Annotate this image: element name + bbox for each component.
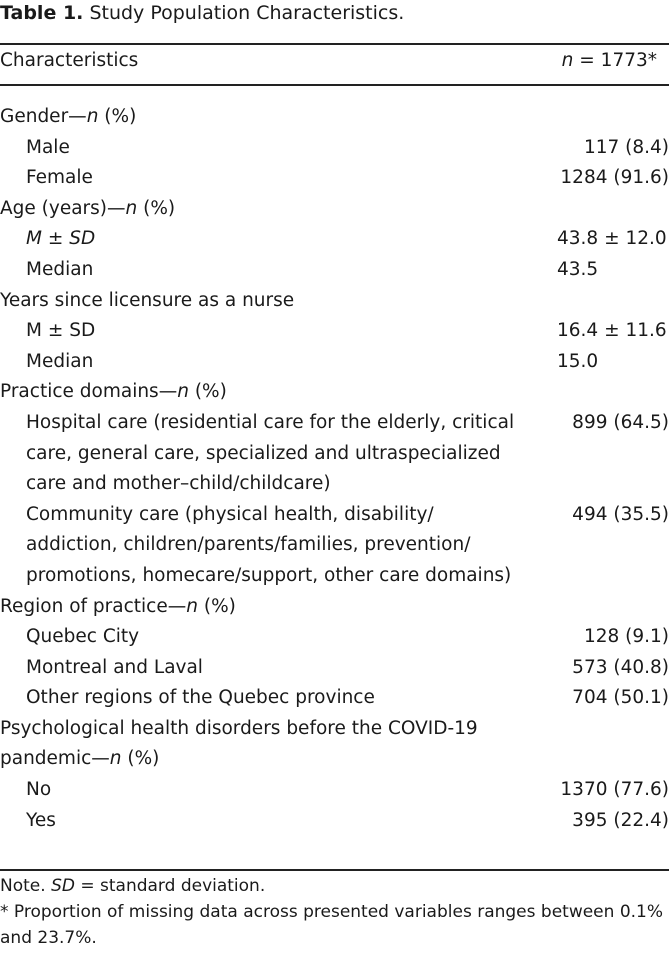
header-characteristics: Characteristics [0, 50, 139, 71]
table-row [0, 163, 669, 194]
header-n [534, 46, 669, 84]
section-label: Practice domains—n (%) [0, 381, 227, 403]
bottom-rule [0, 869, 669, 871]
section-row [0, 377, 669, 408]
table-notes [0, 873, 669, 951]
table-row [0, 347, 669, 378]
table-row [0, 775, 669, 806]
spacer [0, 84, 669, 102]
row-value: 16.4 ± 11.6 [557, 320, 667, 342]
row-value: 15.0 [557, 350, 599, 372]
row-value [534, 102, 669, 133]
row-value: 128 (9.1) [583, 626, 669, 648]
row-value [534, 592, 669, 623]
table-row [0, 653, 669, 684]
n-value: = 1773* [573, 50, 657, 71]
table-row [0, 316, 669, 347]
table-row [0, 408, 669, 500]
row-label: Quebec City [26, 626, 140, 648]
section-row [0, 592, 669, 623]
table-row [0, 500, 669, 592]
section-row [0, 194, 669, 225]
row-value: 43.5 [557, 258, 599, 280]
table-row [0, 622, 669, 653]
row-label: M ± SD [26, 228, 96, 250]
table-row [0, 806, 669, 837]
row-value [534, 286, 669, 317]
section-row [0, 102, 669, 133]
section-row [0, 714, 669, 775]
row-value: 1284 (91.6) [560, 167, 669, 189]
section-label: Region of practice—n (%) [0, 595, 236, 617]
table-row [0, 133, 669, 164]
row-label: Male [26, 136, 70, 158]
row-value: 573 (40.8) [572, 656, 669, 678]
row-label: M ± SD [26, 320, 96, 342]
row-value: 494 (35.5) [572, 503, 669, 525]
section-label: Gender—n (%) [0, 106, 137, 127]
row-value: 117 (8.4) [583, 136, 669, 158]
table-row [0, 683, 669, 714]
section-label: Psychological health disorders before the COVID-19 pandemic—n (%) [0, 717, 478, 770]
table-row [0, 255, 669, 286]
header-row [0, 46, 669, 84]
row-label: Female [26, 167, 93, 189]
row-value [534, 194, 669, 225]
table-title [0, 0, 404, 26]
row-value [534, 377, 669, 408]
row-value: 704 (50.1) [572, 687, 669, 709]
characteristics-table [0, 46, 669, 836]
row-label: Median [26, 258, 94, 280]
row-value: 395 (22.4) [572, 809, 669, 831]
row-label: Other regions of the Quebec province [26, 687, 375, 709]
row-value [534, 714, 669, 775]
row-label: Montreal and Laval [26, 656, 203, 678]
note-sd: Note. SD = standard deviation. [0, 876, 266, 896]
section-row [0, 286, 669, 317]
row-label: Hospital care (residential care for the elderly, critical care, general care, specialized and ultraspecialized care and mother–child/childcare) [26, 411, 515, 495]
table-caption: Study Population Characteristics. [89, 2, 405, 24]
table-number: Table 1. [0, 2, 84, 24]
section-label: Age (years)—n (%) [0, 197, 176, 219]
row-value: 1370 (77.6) [560, 779, 669, 801]
row-label: Median [26, 350, 94, 372]
row-label: Yes [26, 809, 56, 831]
row-label: Community care (physical health, disability/ addiction, children/parents/families, prevention/ promotions, homecare/support, other care domains) [26, 503, 512, 586]
row-label: No [26, 779, 52, 801]
top-rule [0, 43, 669, 45]
n-symbol: n [561, 50, 574, 71]
footnote-missing-data: * Proportion of missing data across presented variables ranges between 0.1% and 23.7%. [0, 902, 664, 948]
row-value: 43.8 ± 12.0 [557, 228, 667, 250]
table-row [0, 224, 669, 255]
row-value: 899 (64.5) [572, 411, 669, 433]
section-label: Years since licensure as a nurse [0, 289, 295, 311]
